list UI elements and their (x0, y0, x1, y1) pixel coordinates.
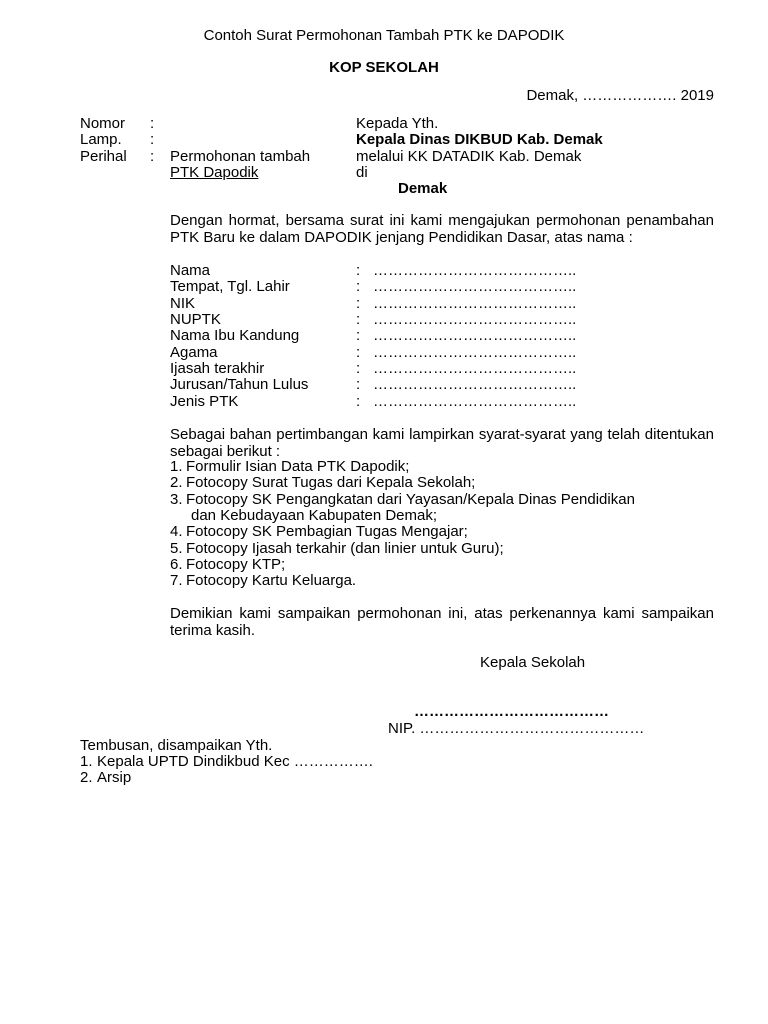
form-colon: : (356, 278, 361, 295)
date-line: Demak, ………………. 2019 (526, 87, 714, 104)
form-label: NIK (170, 295, 196, 312)
list-text: Fotocopy Kartu Keluarga. (186, 572, 357, 589)
field-label-lamp: Lamp. (80, 131, 122, 148)
signatory-role: Kepala Sekolah (480, 654, 586, 671)
recipient-at: di (356, 164, 368, 181)
list-number: 5. (170, 540, 183, 557)
form-label: Jurusan/Tahun Lulus (170, 376, 309, 393)
field-label-perihal: Perihal (80, 148, 127, 165)
recipient-city: Demak (398, 180, 448, 197)
list-text: Fotocopy KTP; (186, 556, 286, 573)
list-text: Formulir Isian Data PTK Dapodik; (186, 458, 410, 475)
requirement-item (170, 541, 504, 557)
signatory-name-blank: ………………………………… (414, 703, 609, 720)
field-label-nomor: Nomor (80, 115, 126, 132)
form-blank: ………………………………….. (373, 360, 577, 377)
field-colon: : (150, 148, 155, 165)
requirement-item (170, 475, 475, 491)
form-label: Ijasah terakhir (170, 360, 265, 377)
form-label: Jenis PTK (170, 393, 239, 410)
list-text: Fotocopy Ijasah terkahir (dan linier untuk Guru); (186, 540, 504, 557)
list-text: Fotocopy Surat Tugas dari Kepala Sekolah; (186, 474, 476, 491)
list-number: 3. (170, 491, 183, 508)
form-colon: : (356, 393, 361, 410)
form-blank: ………………………………….. (373, 376, 577, 393)
form-colon: : (356, 311, 361, 328)
list-number: 7. (170, 572, 183, 589)
list-text: Arsip (97, 769, 132, 786)
form-label: Nama Ibu Kandung (170, 327, 300, 344)
list-text: Kepala UPTD Dindikbud Kec ……………. (97, 753, 373, 770)
form-blank: ………………………………….. (373, 311, 577, 328)
form-colon: : (356, 376, 361, 393)
signatory-nip: NIP. ……………………………………… (388, 720, 645, 737)
form-blank: ………………………………….. (373, 295, 577, 312)
opening-paragraph: Dengan hormat, bersama surat ini kami mengajukan permohonan penambahan PTK Baru ke dalam DAPODIK jenjang Pendidikan Dasar, atas nama : (170, 212, 714, 246)
form-label: NUPTK (170, 311, 221, 328)
form-blank: ………………………………….. (373, 393, 577, 410)
form-blank: ………………………………….. (373, 327, 577, 344)
list-number: 2. (170, 474, 183, 491)
list-text: Fotocopy SK Pengangkatan dari Yayasan/Kepala Dinas Pendidikan (186, 491, 635, 508)
subject-line-1: Permohonan tambah (170, 148, 311, 165)
form-blank: ………………………………….. (373, 344, 577, 361)
form-label: Tempat, Tgl. Lahir (170, 278, 290, 295)
list-number: 1. (170, 458, 183, 475)
requirements-intro: Sebagai bahan pertimbangan kami lampirkan syarat-syarat yang telah ditentukan sebagai berikut : (170, 426, 714, 460)
form-colon: : (356, 344, 361, 361)
form-colon: : (356, 262, 361, 279)
recipient-via: melalui KK DATADIK Kab. Demak (356, 148, 582, 165)
requirement-item (170, 524, 468, 540)
form-colon: : (356, 360, 361, 377)
requirement-item-continuation: dan Kebudayaan Kabupaten Demak; (191, 507, 438, 524)
requirement-item (170, 557, 285, 573)
list-number: 1. (80, 753, 93, 770)
list-number: 4. (170, 523, 183, 540)
form-blank: ………………………………….. (373, 278, 577, 295)
form-blank: ………………………………….. (373, 262, 577, 279)
form-label: Agama (170, 344, 218, 361)
subject-line-2: PTK Dapodik (170, 164, 259, 181)
field-colon: : (150, 131, 155, 148)
recipient-greeting: Kepada Yth. (356, 115, 439, 132)
cc-heading: Tembusan, disampaikan Yth. (80, 737, 273, 754)
list-number: 6. (170, 556, 183, 573)
field-colon: : (150, 115, 155, 132)
closing-paragraph: Demikian kami sampaikan permohonan ini, atas perkenannya kami sampaikan terima kasih. (170, 605, 714, 639)
requirement-item (170, 459, 409, 475)
form-label: Nama (170, 262, 211, 279)
list-number: 2. (80, 769, 93, 786)
list-text: Fotocopy SK Pembagian Tugas Mengajar; (186, 523, 468, 540)
cc-item (80, 770, 131, 786)
form-colon: : (356, 327, 361, 344)
document-title: Contoh Surat Permohonan Tambah PTK ke DAPODIK (203, 27, 565, 44)
requirement-item (170, 492, 635, 508)
cc-item (80, 754, 373, 770)
recipient-name: Kepala Dinas DIKBUD Kab. Demak (356, 131, 603, 148)
requirement-item (170, 573, 356, 589)
form-colon: : (356, 295, 361, 312)
letterhead-placeholder: KOP SEKOLAH (329, 59, 439, 76)
